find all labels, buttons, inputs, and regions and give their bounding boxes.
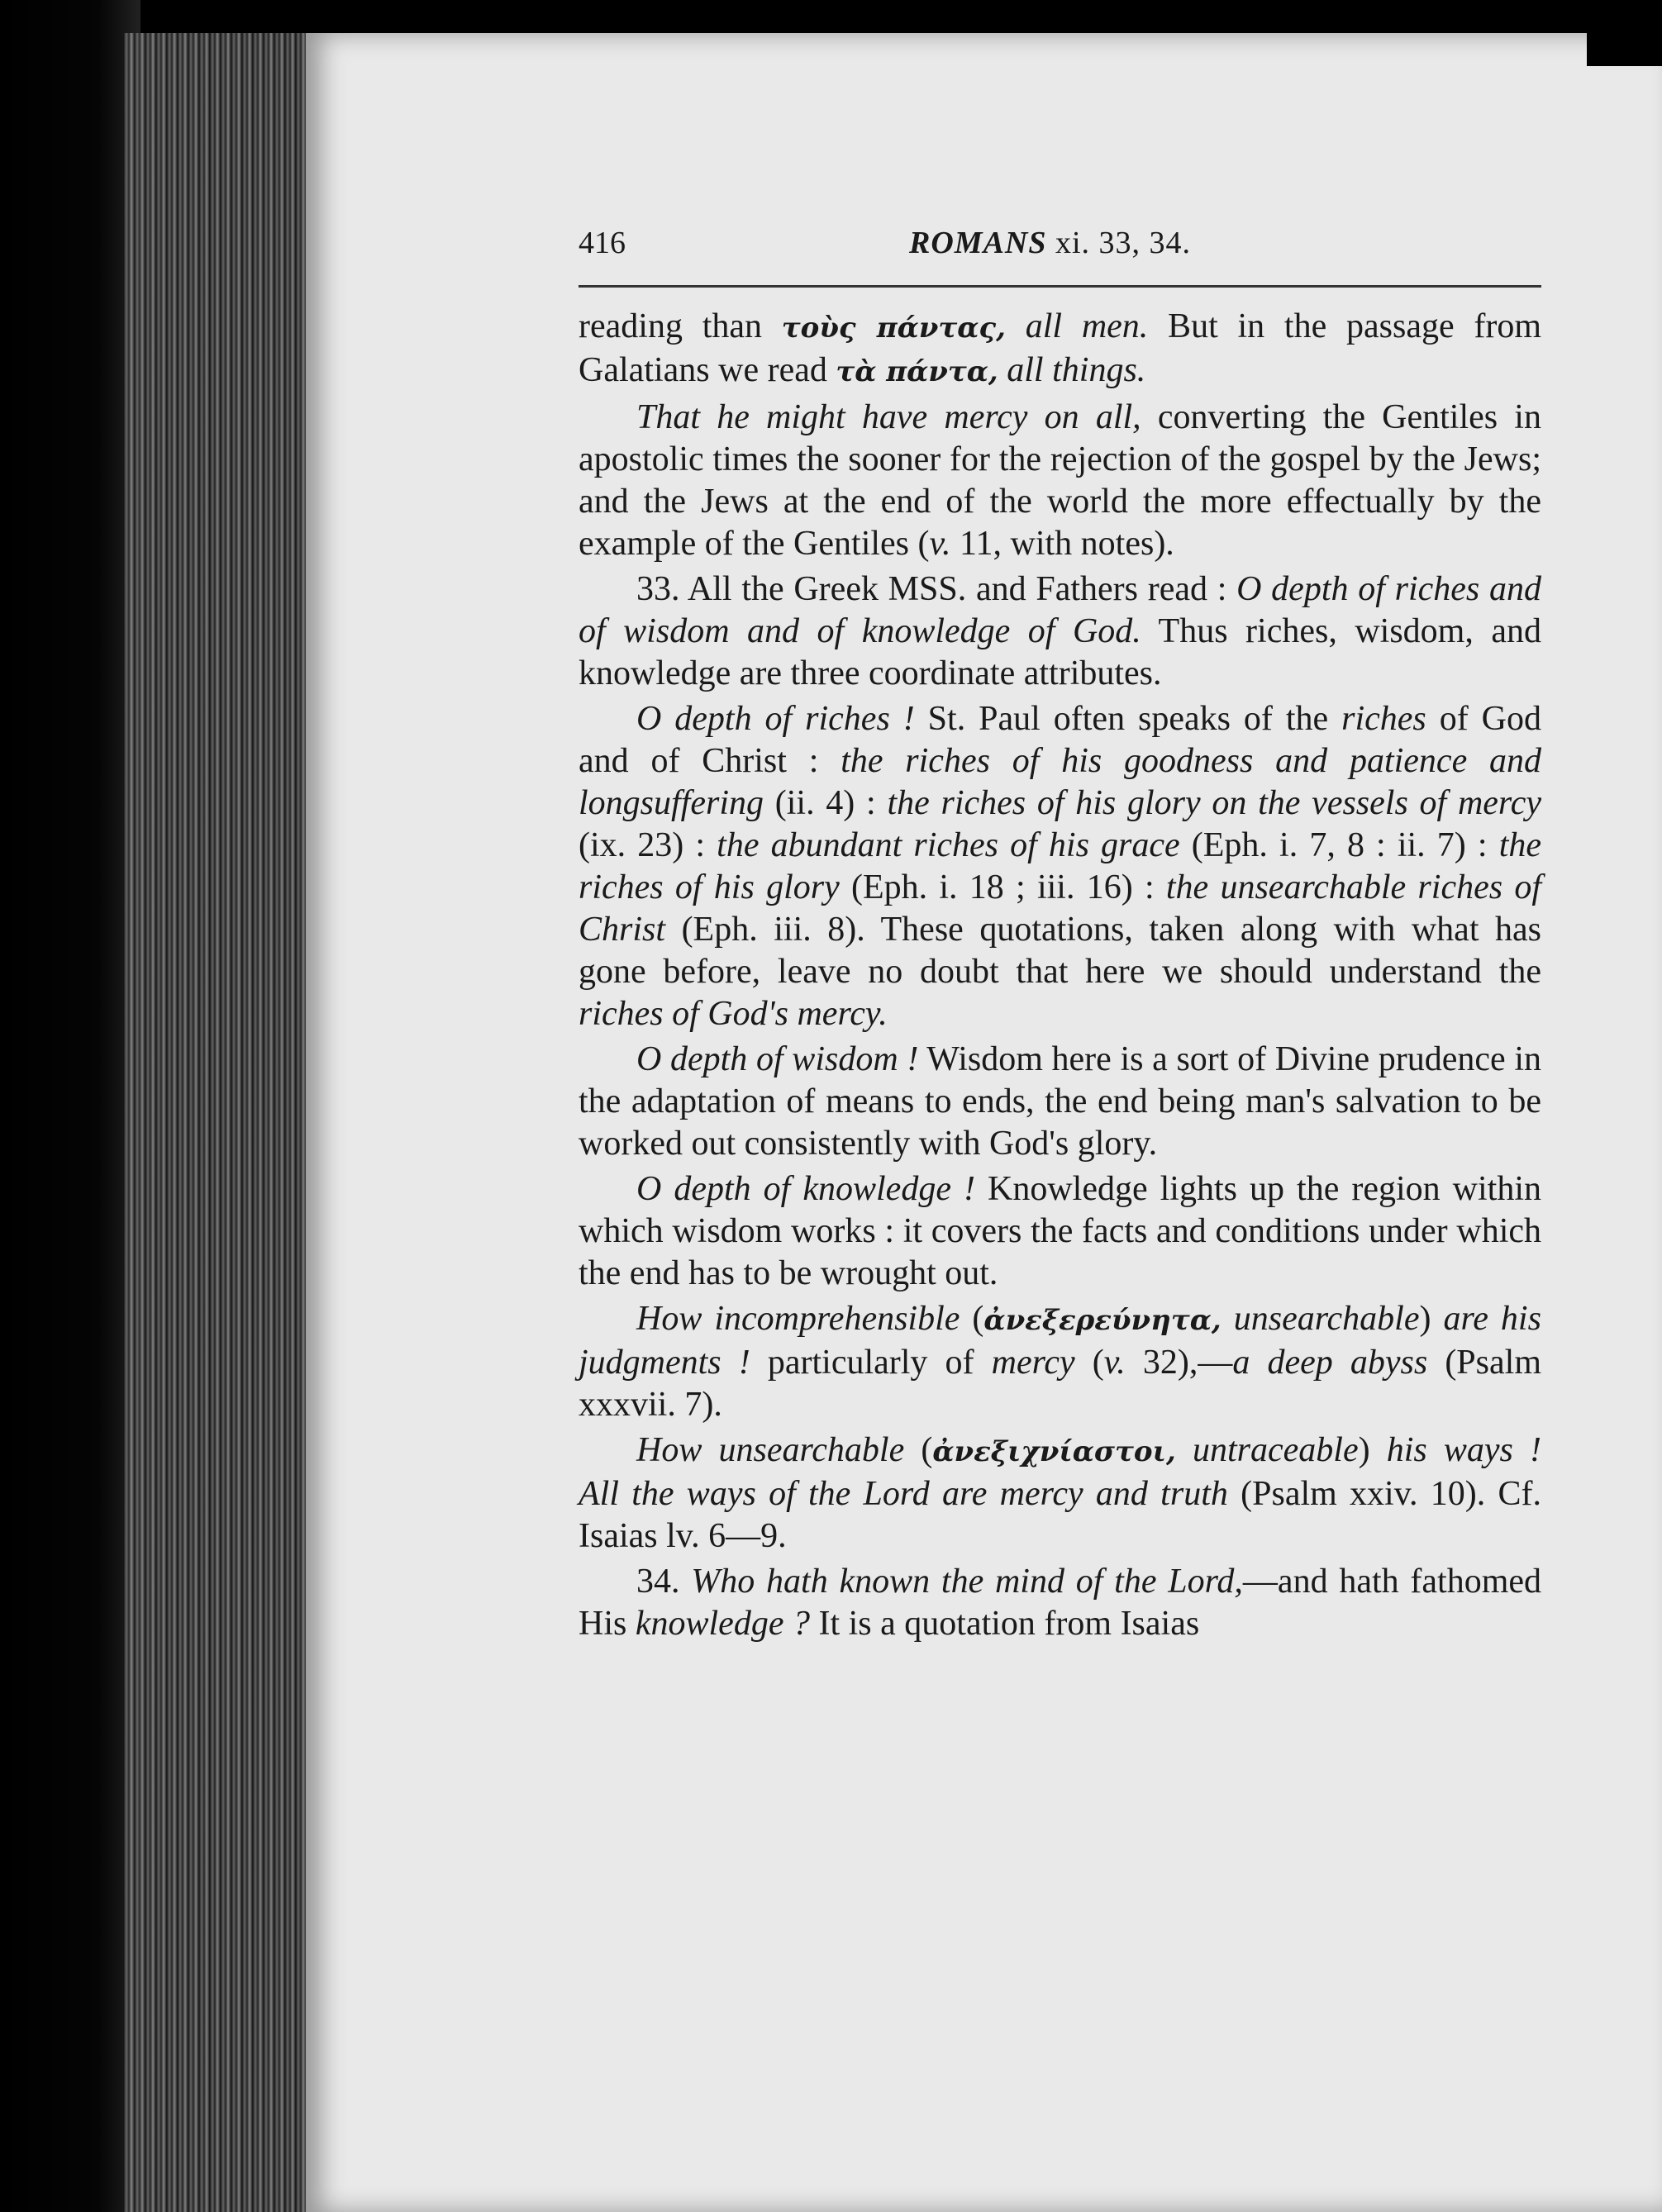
- italic-text: the riches of his glory on the vessels of mercy: [887, 784, 1541, 822]
- greek-text: ἀνεξιχνίαστοι,: [932, 1435, 1176, 1468]
- book-spine-shadow: [0, 0, 140, 2212]
- italic-text: untraceable: [1175, 1431, 1359, 1469]
- italic-text: O depth of riches and of wisdom and of knowledge of God.: [579, 570, 1542, 650]
- italic-text: the abundant riches of his grace: [717, 826, 1180, 864]
- italic-text: mercy: [991, 1344, 1075, 1382]
- text-run: reading than: [579, 307, 782, 345]
- scan-border: [1587, 0, 1662, 66]
- text-run: 32),—: [1125, 1344, 1233, 1382]
- italic-text: all men.: [1005, 307, 1149, 345]
- italic-text: That he might have mercy on all,: [636, 398, 1141, 436]
- italic-text: v.: [929, 525, 951, 563]
- greek-text: ἀνεξερεύνητα,: [983, 1304, 1221, 1337]
- italic-text: a deep abyss: [1232, 1344, 1428, 1382]
- text-run: of God and of Christ :: [579, 700, 1541, 780]
- text-run: 34.: [636, 1563, 692, 1601]
- italic-text: his ways ! All the ways of the Lord are mercy and truth: [579, 1431, 1541, 1513]
- text-run: Thus riches, wisdom, and knowledge are three coordinate attributes.: [579, 612, 1541, 692]
- italic-text: O depth of knowledge !: [636, 1170, 975, 1208]
- italic-text: How incomprehensible: [636, 1300, 960, 1338]
- paragraph: [579, 1168, 1541, 1295]
- body-text: [579, 306, 1541, 1648]
- text-run: (Psalm xxxvii. 7).: [579, 1344, 1541, 1424]
- text-run: (Psalm xxiv. 10). Cf. Isaias lv. 6—9.: [579, 1475, 1541, 1555]
- italic-text: all things.: [998, 351, 1146, 389]
- italic-text: riches of God's mercy.: [579, 995, 888, 1033]
- italic-text: O depth of wisdom !: [636, 1040, 919, 1078]
- running-head: [909, 225, 1191, 261]
- text-run: (ix. 23) :: [579, 826, 717, 864]
- text-run: Wisdom here is a sort of Divine prudence in the adaptation of means to ends, the end being man's salvation to be worked out consistently with God's glory.: [579, 1040, 1542, 1163]
- paragraph: [579, 397, 1541, 565]
- text-run: ): [1358, 1431, 1387, 1469]
- paragraph: [579, 1298, 1541, 1426]
- text-run: (: [904, 1431, 933, 1469]
- paragraph: [579, 1429, 1541, 1558]
- text-run: converting the Gentiles in apostolic times the sooner for the rejection of the gospel by the Jews; and the Jews at the end of the world the more effectually by the example of the Gentiles (: [579, 398, 1541, 563]
- header-rule: [579, 285, 1541, 288]
- page-header: [579, 225, 1545, 274]
- page-number: 416: [579, 226, 626, 260]
- italic-text: the riches of his glory: [579, 826, 1541, 906]
- text-run: But in the passage from Galatians we read: [579, 307, 1542, 389]
- running-reference: xi. 33, 34.: [1055, 226, 1192, 260]
- text-run: (: [1074, 1344, 1104, 1382]
- text-run: Knowledge lights up the region within which wisdom works : it covers the facts and conditions under which the end has to be wrought out.: [579, 1170, 1541, 1292]
- greek-text: τοὺς πάντας,: [781, 312, 1006, 345]
- text-run: (Eph. iii. 8). These quotations, taken along with what has gone before, leave no doubt that here we should understand the: [579, 911, 1541, 991]
- paragraph: [579, 568, 1541, 695]
- page-edges: [124, 33, 331, 2212]
- paragraph: [579, 1039, 1541, 1165]
- italic-text: are his judgments !: [579, 1300, 1541, 1382]
- italic-text: the riches of his goodness and patience and longsuffering: [579, 742, 1542, 822]
- italic-text: knowledge ?: [635, 1605, 810, 1643]
- text-run: (Eph. i. 18 ; iii. 16) :: [839, 868, 1166, 906]
- italic-text: v.: [1103, 1344, 1126, 1382]
- text-run: particularly of: [750, 1344, 992, 1382]
- italic-text: Who hath known the mind of the Lord,: [691, 1563, 1243, 1601]
- text-run: (: [960, 1300, 984, 1338]
- running-title: ROMANS: [909, 226, 1047, 260]
- text-run: 11, with notes).: [950, 525, 1174, 563]
- text-run: —and hath fathomed His: [579, 1563, 1542, 1643]
- text-run: (Eph. i. 7, 8 : ii. 7) :: [1179, 826, 1499, 864]
- text-run: It is a quotation from Isaias: [809, 1605, 1200, 1643]
- italic-text: O depth of riches !: [636, 700, 915, 738]
- paragraph: [579, 1561, 1541, 1645]
- italic-text: How unsearchable: [636, 1431, 905, 1469]
- text-run: ): [1419, 1300, 1444, 1338]
- paragraph: [579, 306, 1541, 393]
- paragraph: [579, 698, 1541, 1035]
- text-run: 33. All the Greek MSS. and Fathers read :: [636, 570, 1237, 608]
- greek-text: τὰ πάντα,: [836, 355, 998, 388]
- italic-text: the unsearchable riches of Christ: [579, 868, 1541, 949]
- text-run: (ii. 4) :: [764, 784, 888, 822]
- text-run: St. Paul often speaks of the: [914, 700, 1342, 738]
- italic-text: unsearchable: [1221, 1300, 1420, 1338]
- italic-text: riches: [1341, 700, 1426, 738]
